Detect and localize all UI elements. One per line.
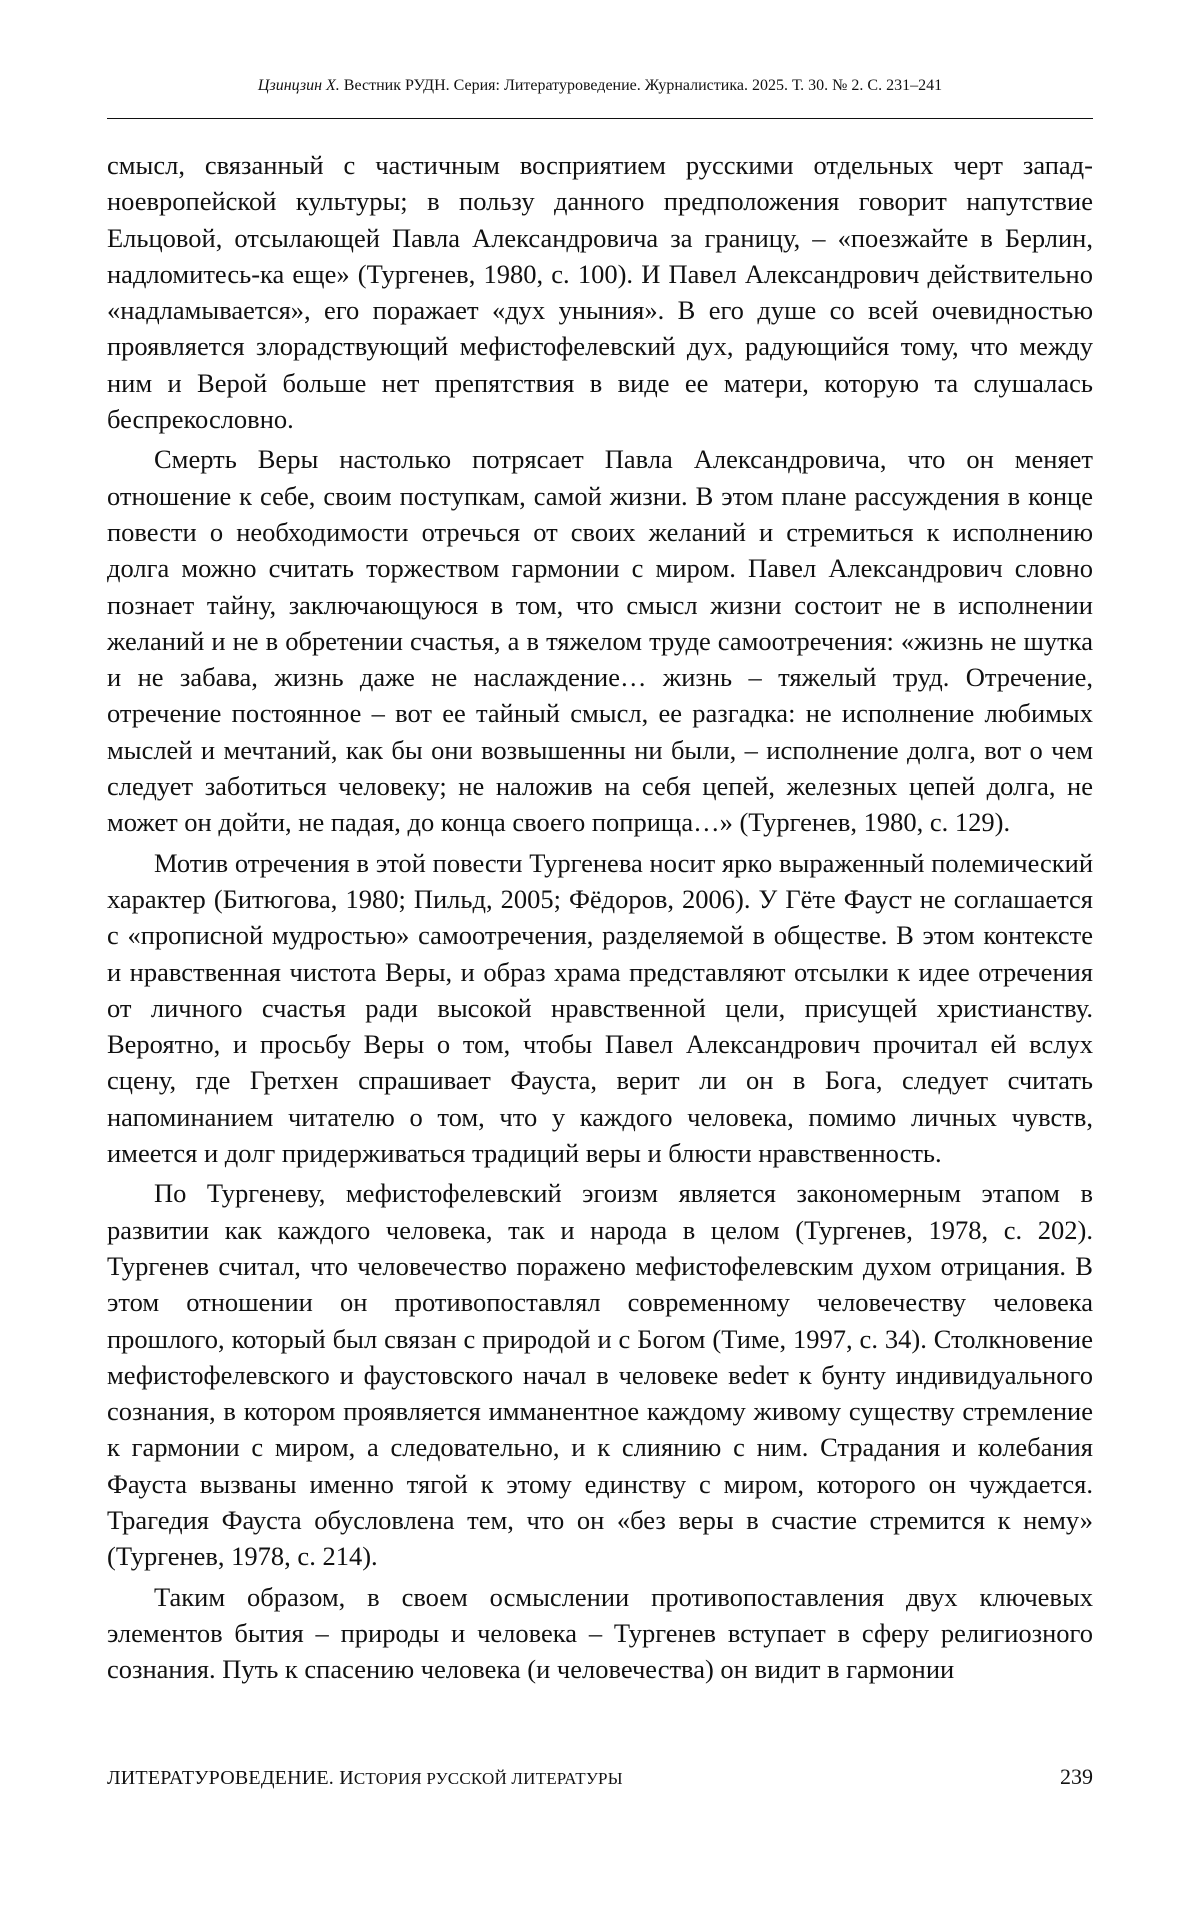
main-text: [107, 147, 1093, 1687]
paragraph-5: Таким образом, в своем осмыслении противопоставления двух ключевых элементов бытия – природы и человека – Тургенев вступает в сферу религиоз­ного сознания. Путь к спасению человека (и человечества) он видит в гармонии: [107, 1579, 1093, 1688]
paragraph-3: Мотив отречения в этой повести Тургенева носит ярко выраженный поле­мический характер (Битюгова, 1980; Пильд, 2005; Фёдоров, 2006). У Гёте Фа­уст не соглашается с «прописной мудростью» самоотречения, разделяемой в обществе. В этом контексте и нравственная чистота Веры, и образ храма представляют отсылки к идее отречения от личного счастья ради высокой нравственной цели, присущей христианству. Вероятно, и просьбу Веры о том, чтобы Павел Александрович прочитал ей вслух сцену, где Гретхен спрашива­ет Фауста, верит ли он в Бога, следует считать напоминанием читателю о том, что у каждого человека, помимо личных чувств, имеется и долг придержи­ваться традиций веры и блюсти нравственность.: [107, 845, 1093, 1172]
footer-section-rest: СТОРИЯ РУССКОЙ ЛИТЕРАТУРЫ: [354, 1769, 623, 1788]
page-number: 239: [1060, 1764, 1093, 1790]
running-head: [107, 76, 1093, 96]
paragraph-4: По Тургеневу, мефистофелевский эгоизм является закономерным этапом в развитии как каждого человека, так и народа в целом (Тургенев, 1978, с. 202). Тургенев считал, что человечество поражено мефистофелевским духом отри­цания. В этом отношении он противопоставлял современному человечеству человека прошлого, который был связан с природой и с Богом (Тиме, 1997, с. 34). Столкновение мефистофелевского и фаустовского начал в человеке ве­dет к бунту индивидуального сознания, в котором проявляется имманентное каждому живому существу стремление к гармонии с миром, а следовательно, и к слиянию с ним. Страдания и колебания Фауста вызваны именно тягой к этому единству с миром, которого он чуждается. Трагедия Фауста обусловле­на тем, что он «без веры в счастие стремится к нему» (Тургенев, 1978, с. 214).: [107, 1175, 1093, 1574]
header-rule: [107, 118, 1093, 119]
paragraph-2: Смерть Веры настолько потрясает Павла Александровича, что он меняет отношение к себе, своим поступкам, самой жизни. В этом плане рассуждения в конце повести о необходимости отречься от своих желаний и стремиться к исполнению долга можно считать торжеством гармонии с миром. Павел Александрович словно познает тайну, заключающуюся в том, что смысл жиз­ни состоит не в исполнении желаний и не в обретении счастья, а в тяжелом труде самоотречения: «жизнь не шутка и не забава, жизнь даже не наслажде­ние… жизнь – тяжелый труд. Отречение, отречение постоянное – вот ее тай­ный смысл, ее разгадка: не исполнение любимых мыслей и мечтаний, как бы они возвышенны ни были, – исполнение долга, вот о чем следует заботиться человеку; не наложив на себя цепей, железных цепей долга, не может он дой­ти, не падая, до конца своего поприща…» (Тургенев, 1980, с. 129).: [107, 441, 1093, 840]
running-head-citation: Вестник РУДН. Серия: Литературоведение. Журналистика. 2025. Т. 30. № 2. С. 231–241: [340, 77, 942, 94]
footer-section-title: [107, 1766, 623, 1791]
footer-section-cap: ЛИТЕРАТУРОВЕДЕНИЕ. И: [107, 1767, 354, 1789]
running-head-author: Цзинцзин Х.: [258, 77, 340, 94]
paragraph-1: смысл, связанный с частичным восприятием русскими отдельных черт запад­ноевропейской культуры; в пользу данного предположения говорит напут­ствие Ельцовой, отсылающей Павла Александровича за границу, – «поезжай­те в Берлин, надломитесь-ка еще» (Тургенев, 1980, с. 100). И Павел Александрович действительно «надламывается», его поражает «дух уныния». В его душе со всей очевидностью проявляется злорадствующий мефистофе­левский дух, радующийся тому, что между ним и Верой больше нет препят­ствия в виде ее матери, которую та слушалась беспрекословно.: [107, 147, 1093, 437]
